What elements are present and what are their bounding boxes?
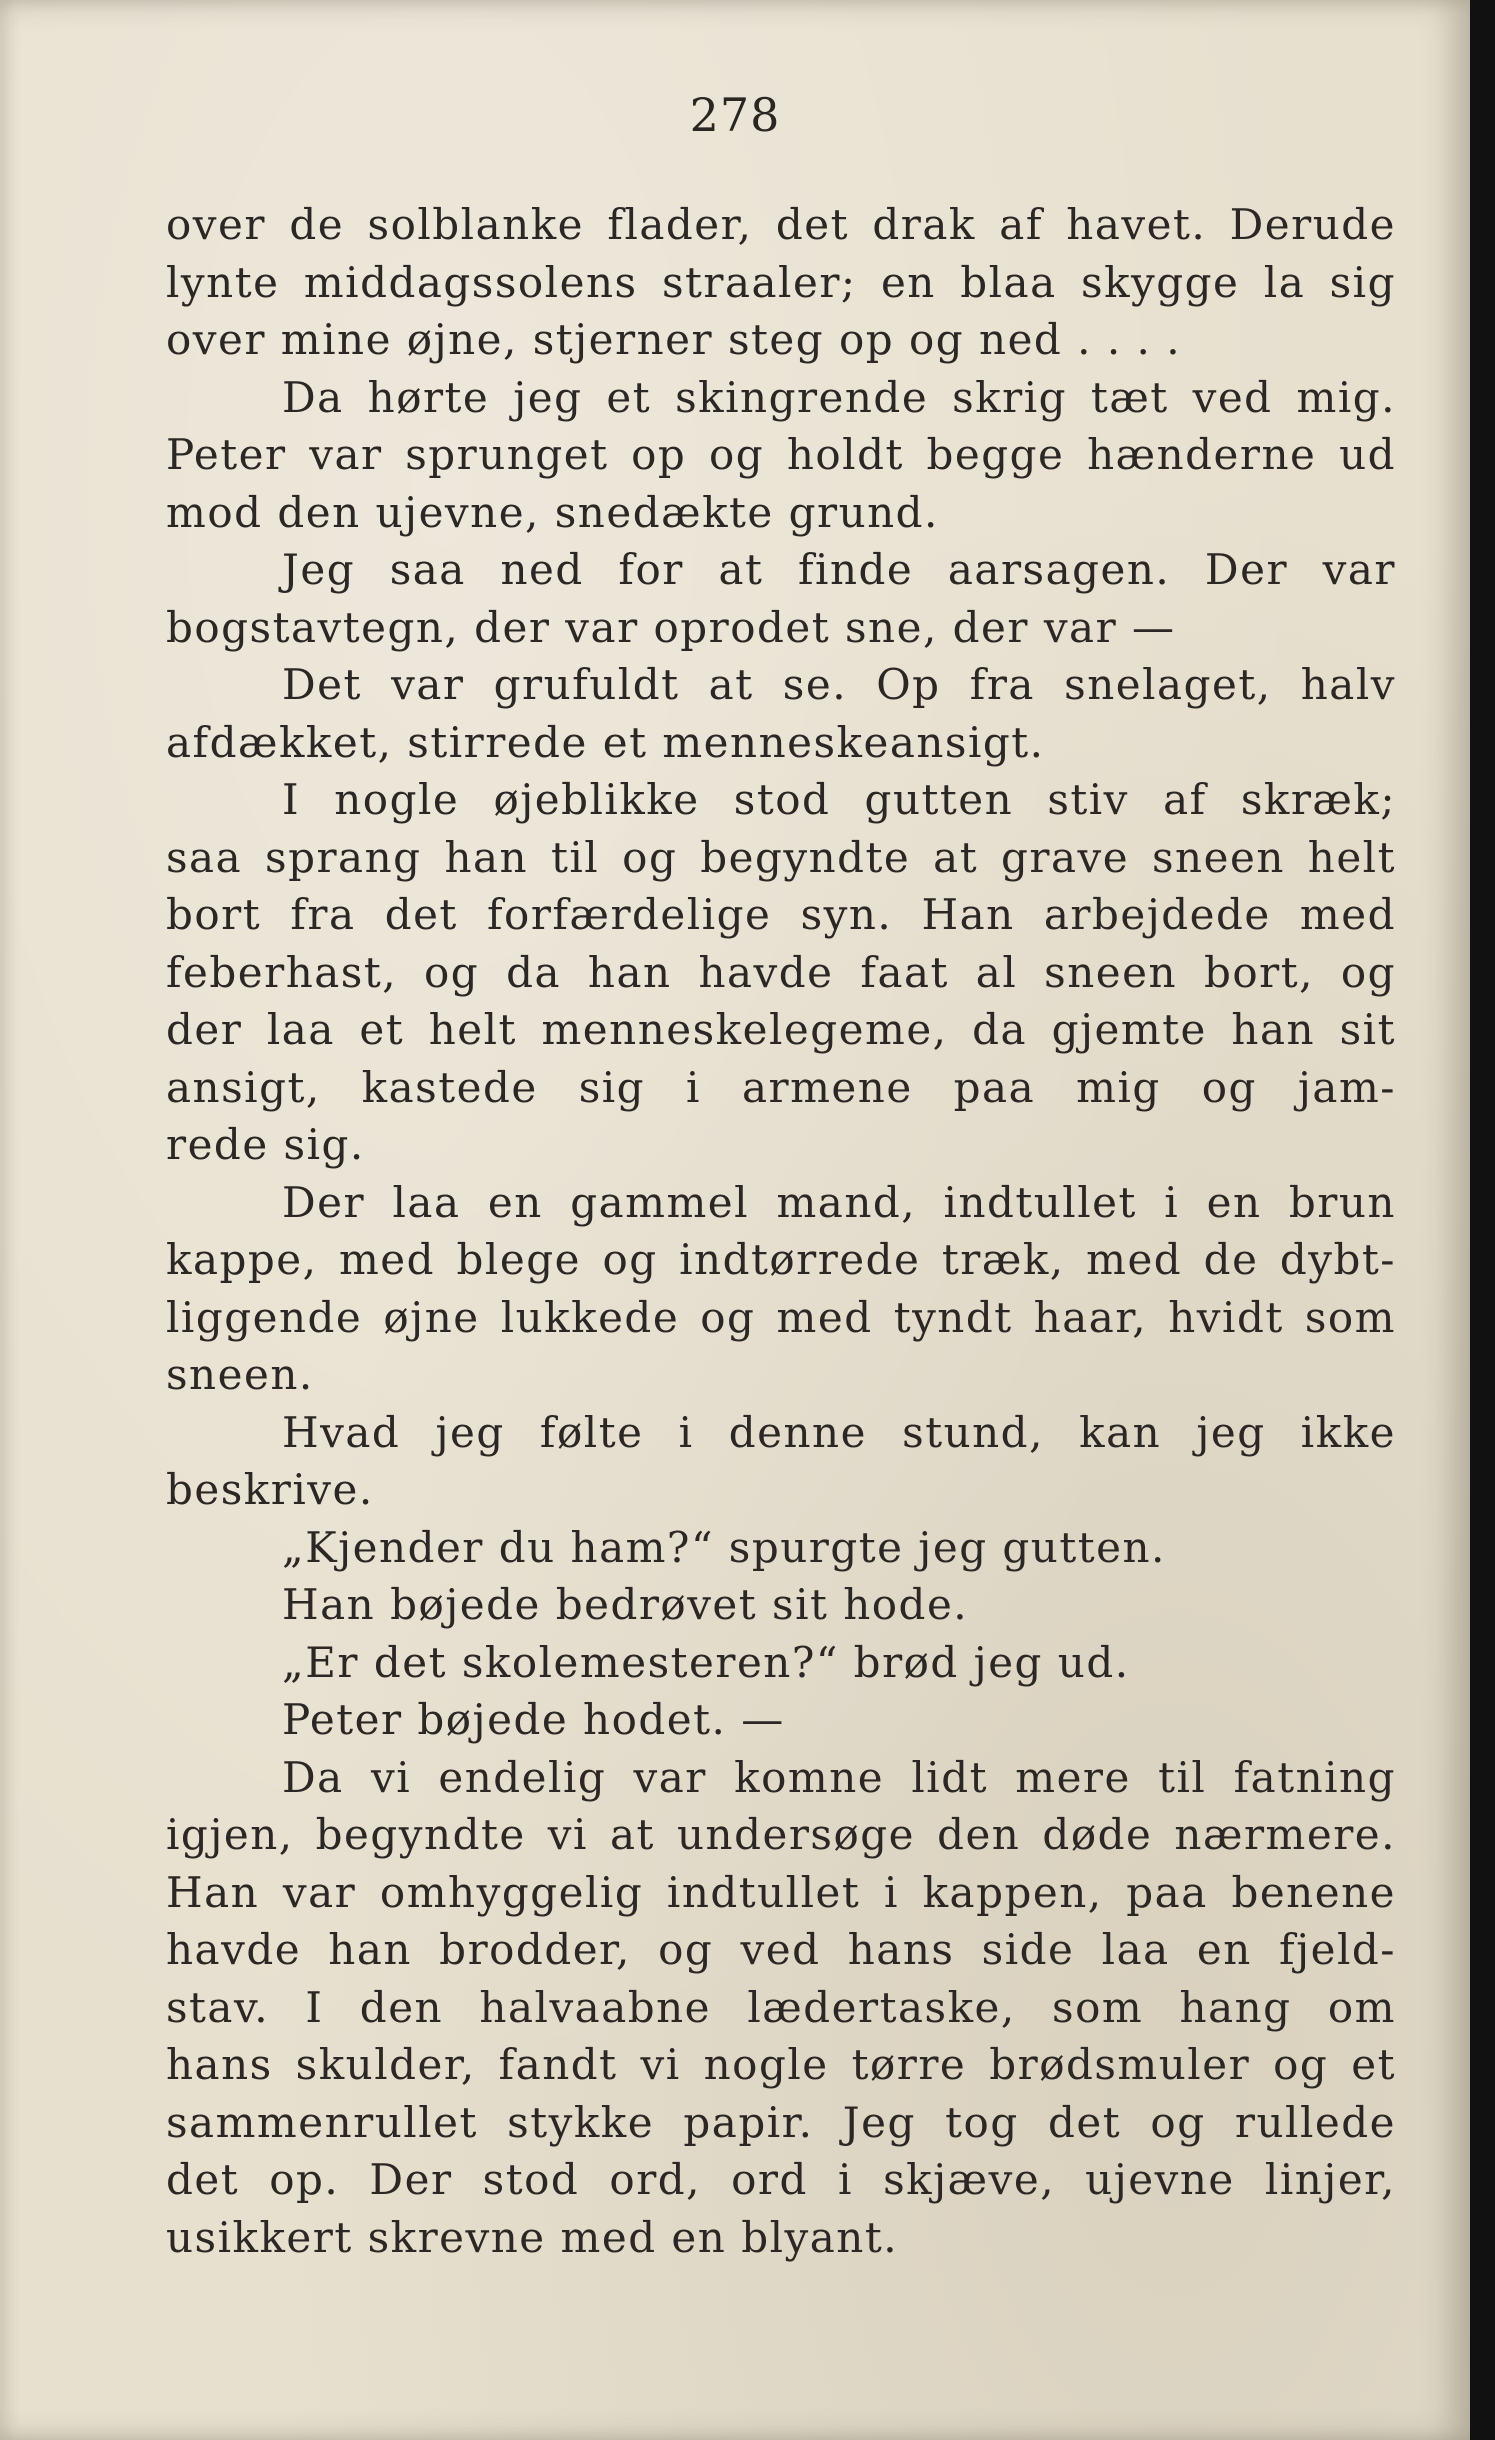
text-line: Peter bøjede hodet. —	[282, 1695, 785, 1744]
text-line: liggende øjne lukkede og med tyndt haar, hvidt som	[166, 1292, 1396, 1342]
text-line: havde han brodder, og ved hans side laa en fjeld-	[166, 1925, 1396, 1974]
text-line: Peter var sprunget op og holdt begge hænderne ud	[166, 430, 1396, 479]
text-line: usikkert skrevne med en blyant.	[166, 2212, 899, 2262]
text-line: Da hørte jeg et skingrende skrig tæt ved mig.	[282, 372, 1396, 422]
text-line: mod den ujevne, snedækte grund.	[166, 487, 939, 537]
text-line: lynte middagssolens straaler; en blaa skygge la sig	[166, 257, 1396, 307]
text-line: feberhast, og da han havde faat al sneen bort, og	[166, 947, 1396, 997]
text-line: Hvad jeg følte i denne stund, kan jeg ikke	[282, 1407, 1396, 1457]
text-line: „Kjender du ham?“ spurgte jeg gutten.	[282, 1522, 1166, 1572]
text-line: beskrive.	[166, 1465, 374, 1514]
text-line: afdækket, stirrede et menneskeansigt.	[166, 717, 1045, 767]
text-line: bogstavtegn, der var oprodet sne, der var —	[166, 602, 1176, 652]
text-line: ansigt, kastede sig i armene paa mig og jam-	[166, 1062, 1396, 1112]
text-line: Jeg saa ned for at finde aarsagen. Der var	[282, 545, 1396, 594]
text-line: over de solblanke flader, det drak af havet. Derude	[166, 200, 1396, 249]
text-line: stav. I den halvaabne lædertaske, som hang om	[166, 1982, 1396, 2032]
text-line: Der laa en gammel mand, indtullet i en brun	[282, 1177, 1396, 1227]
text-line: sneen.	[166, 1350, 314, 1399]
text-line: Han bøjede bedrøvet sit hode.	[282, 1580, 969, 1629]
page-edge-shadow	[1470, 0, 1495, 2440]
text-line: hans skulder, fandt vi nogle tørre brødsmuler og et	[166, 2040, 1396, 2089]
text-line: over mine øjne, stjerner steg op og ned . . . .	[166, 315, 1182, 364]
text-line: Han var omhyggelig indtullet i kappen, paa benene	[166, 1867, 1396, 1917]
text-line: der laa et helt menneskelegeme, da gjemte han sit	[166, 1005, 1396, 1054]
page-number: 278	[689, 88, 781, 142]
body-text	[166, 196, 1396, 2266]
text-line: rede sig.	[166, 1120, 365, 1169]
text-line: saa sprang han til og begyndte at grave sneen helt	[166, 832, 1396, 882]
text-line: „Er det skolemesteren?“ brød jeg ud.	[282, 1637, 1130, 1687]
text-line: sammenrullet stykke papir. Jeg tog det og rullede	[166, 2097, 1396, 2147]
text-line: det op. Der stod ord, ord i skjæve, ujevne linjer,	[166, 2155, 1396, 2204]
text-line: bort fra det forfærdelige syn. Han arbejdede med	[166, 890, 1396, 939]
text-line: Det var grufuldt at se. Op fra snelaget, halv	[282, 660, 1396, 709]
text-line: kappe, med blege og indtørrede træk, med de dybt-	[166, 1235, 1396, 1284]
text-line: igjen, begyndte vi at undersøge den døde nærmere.	[166, 1810, 1396, 1859]
text-line: Da vi endelig var komne lidt mere til fatning	[282, 1752, 1396, 1802]
text-line: I nogle øjeblikke stod gutten stiv af skræk;	[282, 775, 1396, 824]
